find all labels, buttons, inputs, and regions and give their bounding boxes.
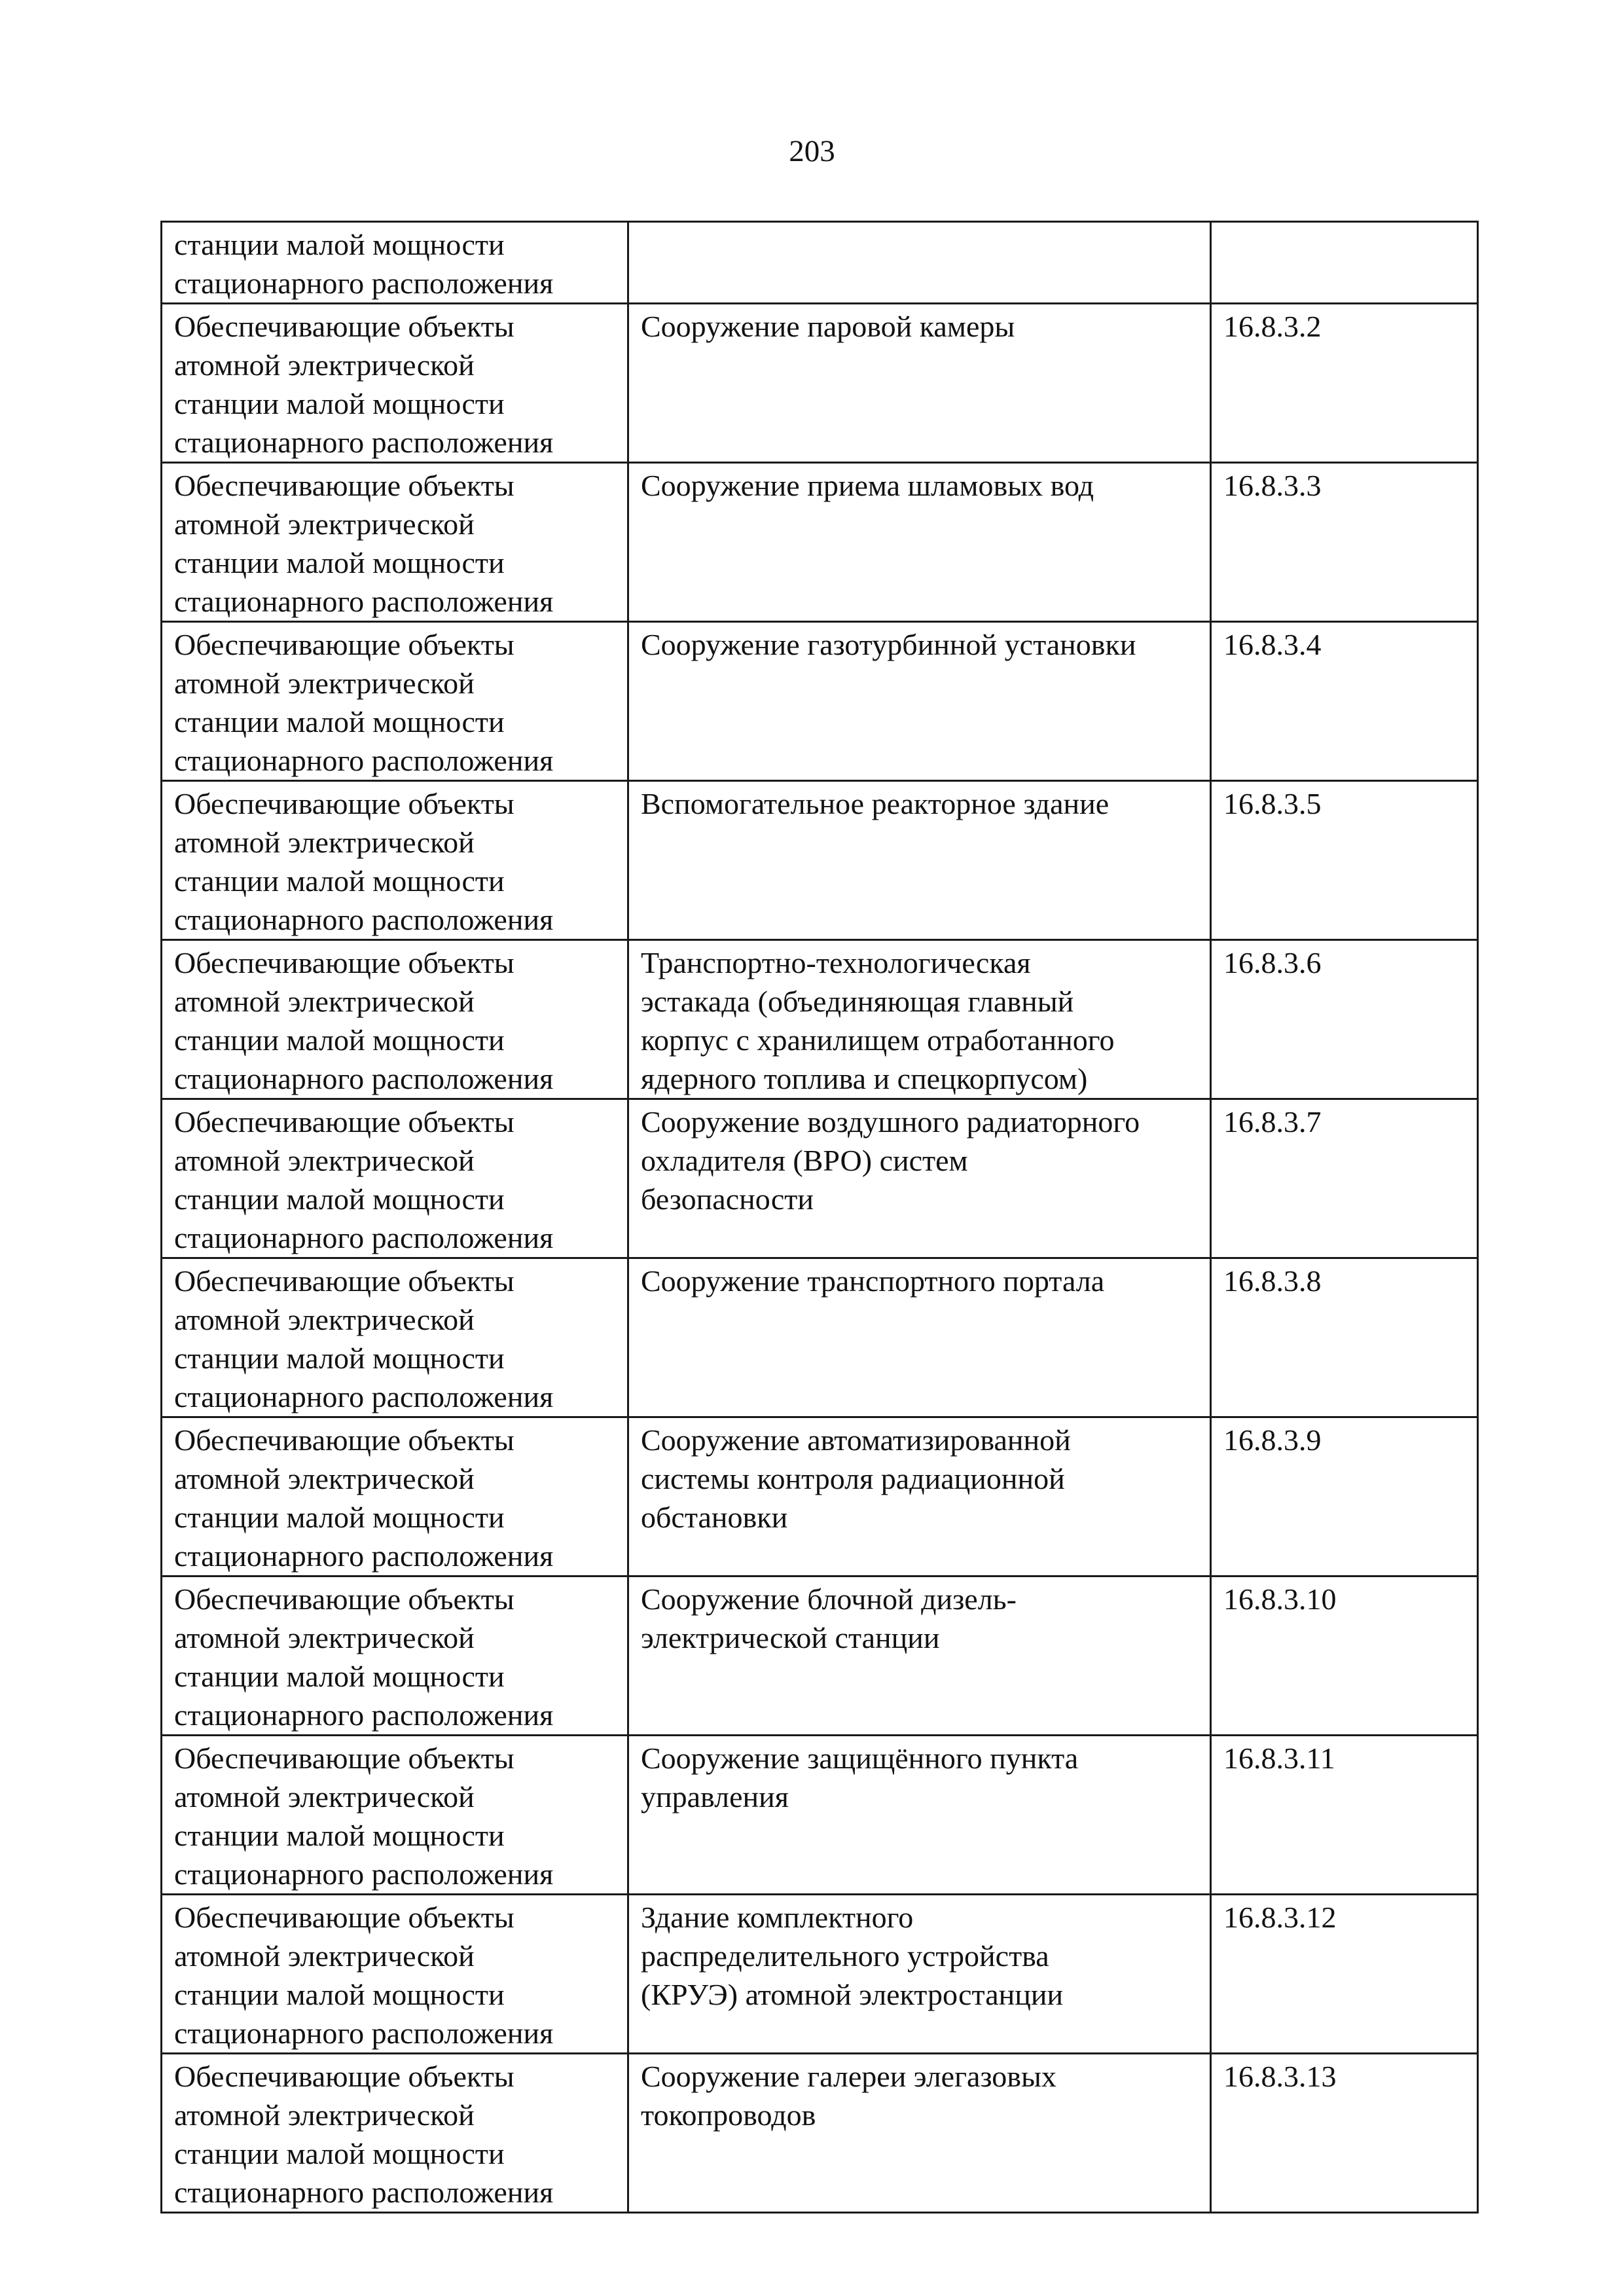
category-cell xyxy=(162,222,628,304)
category-text: Обеспечивающие объекты атомной электрической станции малой мощности стационарного расположения xyxy=(174,469,554,618)
code-cell xyxy=(1211,1736,1478,1895)
code-text: 16.8.3.2 xyxy=(1223,310,1322,343)
table-row xyxy=(162,1099,1478,1258)
object-name-text: Сооружение защищённого пункта управления xyxy=(641,1741,1079,1813)
category-cell xyxy=(162,1736,628,1895)
object-name-cell xyxy=(628,1417,1211,1576)
table-row xyxy=(162,1895,1478,2054)
category-cell xyxy=(162,1099,628,1258)
category-cell xyxy=(162,940,628,1099)
category-cell xyxy=(162,1417,628,1576)
category-cell xyxy=(162,2054,628,2213)
category-text: Обеспечивающие объекты атомной электрической станции малой мощности стационарного расположения xyxy=(174,1741,554,1891)
table-row xyxy=(162,781,1478,940)
object-name-text: Сооружение паровой камеры xyxy=(641,310,1015,343)
object-name-cell xyxy=(628,1099,1211,1258)
page-number: 203 xyxy=(789,134,835,168)
category-text: Обеспечивающие объекты атомной электрической станции малой мощности стационарного расположения xyxy=(174,2060,554,2209)
object-name-cell xyxy=(628,1895,1211,2054)
category-text: Обеспечивающие объекты атомной электрической станции малой мощности стационарного расположения xyxy=(174,1582,554,1732)
code-cell xyxy=(1211,781,1478,940)
object-name-text: Здание комплектного распределительного устройства (КРУЭ) атомной электростанции xyxy=(641,1901,1064,2011)
code-text: 16.8.3.4 xyxy=(1223,628,1322,661)
code-text: 16.8.3.8 xyxy=(1223,1264,1322,1298)
code-cell xyxy=(1211,304,1478,463)
code-cell xyxy=(1211,1258,1478,1417)
code-text: 16.8.3.10 xyxy=(1223,1582,1337,1616)
code-text: 16.8.3.13 xyxy=(1223,2060,1337,2093)
object-name-cell xyxy=(628,940,1211,1099)
code-text: 16.8.3.5 xyxy=(1223,787,1322,820)
object-name-text: Вспомогательное реакторное здание xyxy=(641,787,1110,820)
code-cell xyxy=(1211,1417,1478,1576)
table-row xyxy=(162,463,1478,622)
object-name-text: Сооружение воздушного радиаторного охладителя (ВРО) систем безопасности xyxy=(641,1105,1140,1216)
object-name-cell xyxy=(628,781,1211,940)
object-name-text: Сооружение автоматизированной системы контроля радиационной обстановки xyxy=(641,1423,1071,1534)
object-name-cell xyxy=(628,304,1211,463)
table-row xyxy=(162,1258,1478,1417)
code-cell xyxy=(1211,2054,1478,2213)
category-text: Обеспечивающие объекты атомной электрической станции малой мощности стационарного расположения xyxy=(174,628,554,777)
object-name-text: Сооружение транспортного портала xyxy=(641,1264,1105,1298)
object-name-text: Сооружение газотурбинной установки xyxy=(641,628,1136,661)
objects-table xyxy=(160,221,1479,2214)
table-row xyxy=(162,1736,1478,1895)
object-name-text: Транспортно-технологическая эстакада (объединяющая главный корпус с хранилищем отработанного ядерного топлива и спецкорпусом) xyxy=(641,946,1115,1095)
object-name-cell xyxy=(628,1736,1211,1895)
category-cell xyxy=(162,1895,628,2054)
category-text: Обеспечивающие объекты атомной электрической станции малой мощности стационарного расположения xyxy=(174,787,554,936)
category-text: Обеспечивающие объекты атомной электрической станции малой мощности стационарного расположения xyxy=(174,310,554,459)
code-cell xyxy=(1211,940,1478,1099)
object-name-cell xyxy=(628,222,1211,304)
category-text: станции малой мощности стационарного расположения xyxy=(174,228,554,300)
code-cell xyxy=(1211,463,1478,622)
object-name-text: Сооружение приема шламовых вод xyxy=(641,469,1094,502)
category-cell xyxy=(162,622,628,781)
object-name-cell xyxy=(628,622,1211,781)
category-cell xyxy=(162,781,628,940)
object-name-cell xyxy=(628,1258,1211,1417)
category-text: Обеспечивающие объекты атомной электрической станции малой мощности стационарного расположения xyxy=(174,1264,554,1413)
code-cell xyxy=(1211,1895,1478,2054)
category-text: Обеспечивающие объекты атомной электрической станции малой мощности стационарного расположения xyxy=(174,1901,554,2050)
category-cell xyxy=(162,1258,628,1417)
category-text: Обеспечивающие объекты атомной электрической станции малой мощности стационарного расположения xyxy=(174,946,554,1095)
code-text: 16.8.3.12 xyxy=(1223,1901,1337,1934)
code-text: 16.8.3.9 xyxy=(1223,1423,1322,1457)
code-cell xyxy=(1211,622,1478,781)
object-name-cell xyxy=(628,463,1211,622)
code-cell xyxy=(1211,1099,1478,1258)
code-text: 16.8.3.3 xyxy=(1223,469,1322,502)
category-cell xyxy=(162,1576,628,1736)
table-row xyxy=(162,1417,1478,1576)
object-name-cell xyxy=(628,1576,1211,1736)
table-row xyxy=(162,2054,1478,2213)
category-cell xyxy=(162,463,628,622)
table-row xyxy=(162,940,1478,1099)
table-row xyxy=(162,304,1478,463)
table-row xyxy=(162,222,1478,304)
code-text: 16.8.3.6 xyxy=(1223,946,1322,979)
object-name-text: Сооружение галереи элегазовых токопроводов xyxy=(641,2060,1056,2132)
category-text: Обеспечивающие объекты атомной электрической станции малой мощности стационарного расположения xyxy=(174,1423,554,1573)
code-cell xyxy=(1211,1576,1478,1736)
table-row xyxy=(162,622,1478,781)
category-text: Обеспечивающие объекты атомной электрической станции малой мощности стационарного расположения xyxy=(174,1105,554,1254)
object-name-cell xyxy=(628,2054,1211,2213)
category-cell xyxy=(162,304,628,463)
code-text: 16.8.3.11 xyxy=(1223,1741,1335,1775)
object-name-text: Сооружение блочной дизель- электрической станции xyxy=(641,1582,1017,1654)
code-text: 16.8.3.7 xyxy=(1223,1105,1322,1139)
code-cell xyxy=(1211,222,1478,304)
table-row xyxy=(162,1576,1478,1736)
